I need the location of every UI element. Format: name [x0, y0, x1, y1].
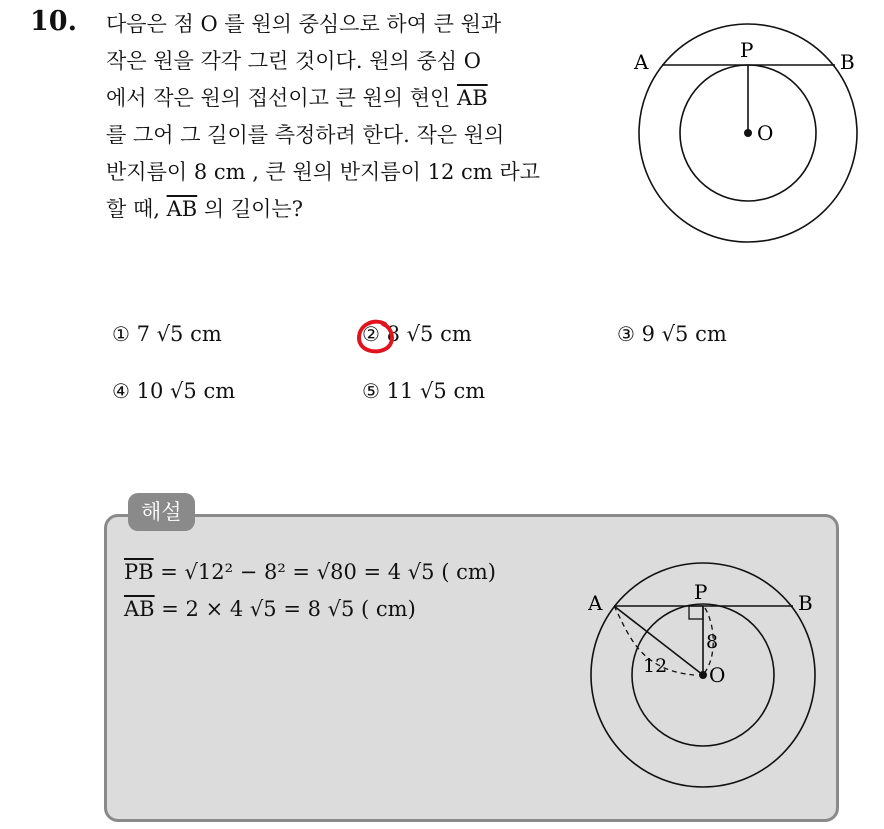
choice-4[interactable]: ④ 10 √5 cm: [112, 379, 236, 403]
choice-2[interactable]: ② 8 √5 cm: [362, 322, 472, 346]
center-point: [744, 129, 752, 137]
segment-ab: $\overline{AB}$: [166, 197, 198, 221]
choice-1[interactable]: ① 7 √5 cm: [112, 322, 222, 346]
choice-5[interactable]: ⑤ 11 √5 cm: [362, 379, 486, 403]
question-line: 다음은 점 O 를 원의 중심으로 하여 큰 원과: [106, 12, 502, 36]
label-p: P: [740, 38, 754, 62]
question-line: 할 때, $\overline{AB}$ 의 길이는?: [106, 197, 303, 221]
solution-tag: 해설: [128, 493, 195, 531]
label-p: P: [694, 580, 708, 604]
question-line: 반지름이 8 cm , 큰 원의 반지름이 12 cm 라고: [106, 160, 540, 184]
question-line: 에서 작은 원의 접선이고 큰 원의 현인 $\overline{AB}$: [106, 86, 488, 110]
answer-mark-circle: [355, 318, 399, 358]
solution-figure: [588, 562, 828, 797]
question-text: [106, 6, 626, 228]
segment-ab: $\overline{AB}$: [457, 86, 488, 110]
question-line: 를 그어 그 길이를 측정하려 한다. 작은 원의: [106, 123, 505, 147]
question-line: 작은 원을 각각 그린 것이다. 원의 중심 O: [106, 49, 481, 73]
label-a: A: [634, 50, 649, 74]
label-o: O: [757, 121, 774, 145]
solution-line-2: $\overline{AB} = 2 \times 4$ √5 = 8 √5 ( cm): [124, 597, 416, 621]
choice-3[interactable]: ③ 9 √5 cm: [617, 322, 727, 346]
center-point: [699, 671, 707, 679]
label-b: B: [798, 591, 813, 615]
label-12: 12: [643, 655, 668, 677]
label-8: 8: [706, 631, 719, 653]
label-o: O: [709, 663, 726, 687]
label-a: A: [588, 591, 603, 615]
right-angle-mark: [689, 606, 703, 619]
concentric-circles-figure: [630, 12, 870, 247]
solution-text: [124, 554, 496, 628]
solution-line-1: $\overline{PB} = √12^2 - 8^2 = √80 = 4$ √5 ( cm): [124, 560, 496, 584]
question-number: 10.: [30, 6, 77, 37]
label-b: B: [840, 50, 855, 74]
